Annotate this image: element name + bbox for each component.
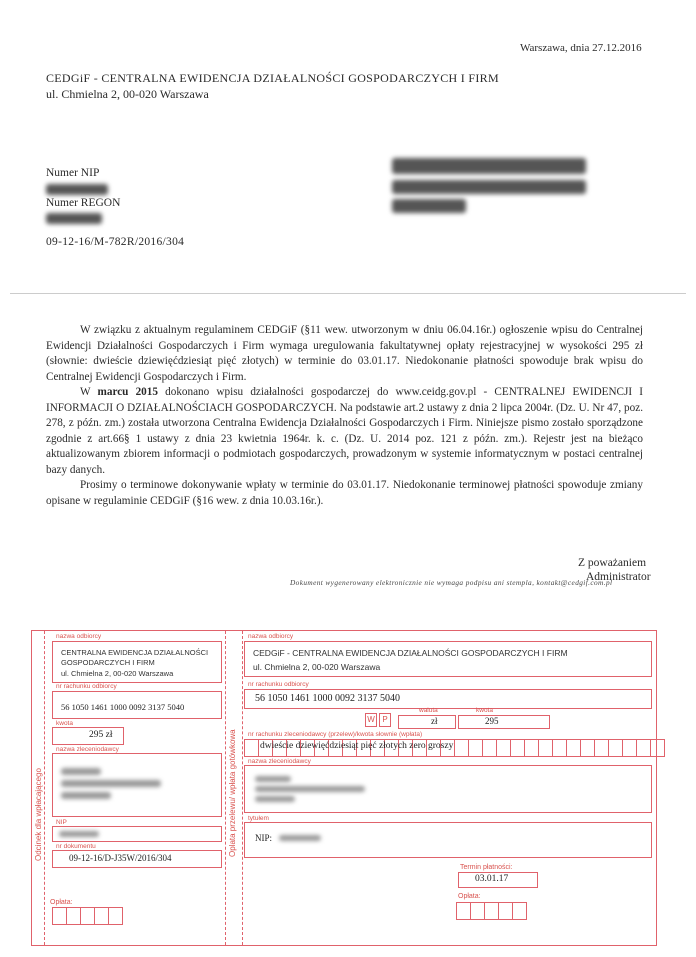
redacted-address-1 bbox=[392, 158, 586, 174]
redacted-nip-right bbox=[279, 835, 321, 841]
docnum-box bbox=[52, 850, 222, 868]
recipient-address-right: ul. Chmielna 2, 00-020 Warszawa bbox=[253, 662, 381, 672]
account-number-left: 56 1050 1461 1000 0092 3137 5040 bbox=[61, 702, 185, 712]
redacted-payer-r1 bbox=[255, 776, 291, 782]
currency-box bbox=[398, 715, 456, 729]
regon-label: Numer REGON bbox=[46, 197, 121, 209]
fold-line bbox=[10, 293, 686, 294]
paragraph-1: W związku z aktualnym regulaminem CEDGiF (§11 wew. utworzonym w dniu 06.04.16r.) ogłoszenie wpisu do Centralnej Ewidencji Działalności Gospodarczych i Firm wymaga uregulowania fakultatywnej opłaty rejestracyjnej w wysokości 295 zł (słownie: dwieście dziewięćdziesiąt pięć złotych) w terminie do 03.01.17. Niedokonanie płatności spowoduje brak wpisu do Centralnej Ewidencji Gospodarczych i Firm. bbox=[46, 324, 643, 383]
account-label-right: nr rachunku odbiorcy bbox=[248, 681, 309, 688]
generated-note: Dokument wygenerowany elektronicznie nie wymaga podpisu ani stempla, kontakt@cedgif.com.pl bbox=[290, 578, 613, 587]
due-date: 03.01.17 bbox=[475, 874, 509, 884]
account-number-right: 56 1050 1461 1000 0092 3137 5040 bbox=[255, 693, 400, 704]
vertical-label-middle: Oplata przelewu/ wpłata gotówkowa bbox=[228, 729, 237, 857]
amount-left: 295 zł bbox=[89, 730, 113, 740]
amount-right: 295 bbox=[485, 716, 499, 726]
redacted-payer-r3 bbox=[255, 796, 295, 802]
payer-box-left bbox=[52, 753, 222, 817]
nip-label-right: NIP: bbox=[255, 833, 273, 843]
amount-label-right: kwota bbox=[476, 707, 493, 714]
amount-words: dwieście dziewięćdziesiąt pięć złotych zero groszy bbox=[260, 741, 454, 751]
sender-name: CEDGiF - CENTRALNA EWIDENCJA DZIAŁALNOŚCI GOSPODARCZYCH I FIRM bbox=[46, 71, 499, 85]
redacted-regon bbox=[46, 213, 102, 224]
recipient-name-right: CEDGiF - CENTRALNA EWIDENCJA DZIAŁALNOŚCI GOSPODARCZYCH I FIRM bbox=[253, 648, 568, 658]
p-box[interactable]: P bbox=[379, 713, 391, 727]
currency: zł bbox=[431, 716, 438, 726]
fee-cells-right bbox=[456, 902, 527, 920]
amount-box-left bbox=[52, 727, 124, 745]
vertical-label-left: Odcinek dla wpłacającego bbox=[34, 768, 43, 861]
redacted-address-3 bbox=[392, 199, 466, 213]
due-box bbox=[458, 872, 538, 888]
title-box bbox=[244, 822, 652, 858]
form-divider-left bbox=[44, 631, 45, 945]
recipient-name-left: CENTRALNA EWIDENCJA DZIAŁALNOŚCI GOSPODARCZYCH I FIRM bbox=[61, 648, 209, 667]
signature: Administrator bbox=[586, 571, 651, 583]
nip-label: Numer NIP bbox=[46, 167, 100, 179]
form-divider-middle bbox=[225, 631, 226, 945]
redacted-nip bbox=[46, 184, 108, 195]
fee-label-right: Opłata: bbox=[458, 893, 481, 900]
redacted-address-2 bbox=[392, 180, 586, 194]
currency-label: waluta bbox=[419, 707, 438, 714]
redacted-payer-3 bbox=[61, 792, 111, 799]
reference-number: 09-12-16/M-782R/2016/304 bbox=[46, 236, 185, 248]
title-label: tytułem bbox=[248, 815, 269, 822]
fee-cells-left bbox=[52, 907, 123, 925]
account-box-right bbox=[244, 689, 652, 709]
letter-date: Warszawa, dnia 27.12.2016 bbox=[520, 42, 642, 54]
form-divider-right bbox=[242, 631, 243, 945]
paragraph-3: Prosimy o terminowe dokonywanie wpłaty w terminie do 03.01.17. Niedokonanie terminowej płatności spowoduje zmiany opisane w regulaminie CEDGiF (§16 wew. z dnia 10.03.16r.). bbox=[46, 479, 643, 507]
recipient-box-left bbox=[52, 641, 222, 683]
recipient-label-right: nazwa odbiorcy bbox=[248, 633, 294, 640]
redacted-payer-1 bbox=[61, 768, 101, 775]
payer-label-left: nazwa zleceniodawcy bbox=[56, 746, 119, 753]
nip-label-left: NIP bbox=[56, 819, 67, 826]
account-label-left: nr rachunku odbiorcy bbox=[56, 683, 117, 690]
docnum: 09-12-16/D-J35W/2016/304 bbox=[69, 853, 172, 863]
nip-box-left bbox=[52, 826, 222, 842]
w-box[interactable]: W bbox=[365, 713, 377, 727]
docnum-label: nr dokumentu bbox=[56, 843, 96, 850]
wp-boxes bbox=[365, 713, 391, 727]
amount-words-label: nr rachunku zleceniodawcy (przelew)/kwota słownie (wpłata) bbox=[248, 731, 423, 738]
letter-body bbox=[46, 323, 643, 509]
due-label: Termin płatności: bbox=[460, 864, 513, 871]
closing: Z poważaniem bbox=[578, 557, 647, 569]
recipient-address-left: ul. Chmielna 2, 00-020 Warszawa bbox=[61, 669, 174, 678]
fee-label-left: Opłata: bbox=[50, 899, 73, 906]
paragraph-2: W marcu 2015 dokonano wpisu działalności gospodarczej do www.ceidg.gov.pl - CENTRALNEJ EWIDENCJI I INFORMACJI O DZIAŁALNOŚCIACH GOSPODARCZYCH. Na podstawie art.2 ustawy z dnia 2 lipca 2004r. (Dz. U. Nr 47, poz. 278, z późn. zm.) została utworzona Centralna Ewidencja Działalności Gospodarczych i Firm. Niniejsze pismo zostało sporządzone zgodnie z art.66§ 1 ustawy z dnia 23 kwietnia 1964r. k. c. (Dz. U. 2014 poz. 121 z późn. zm.). Rejestr jest na bieżąco aktualizowanym zbiorem informacji o podmiotach gospodarczych, prowadzonym w systemie informatycznym w postaci centralnej bazy danych. bbox=[46, 386, 643, 476]
redacted-payer-2 bbox=[61, 780, 161, 787]
sender-address: ul. Chmielna 2, 00-020 Warszawa bbox=[46, 87, 209, 101]
account-box-left bbox=[52, 691, 222, 719]
redacted-nip-left bbox=[59, 831, 99, 837]
recipient-box-right bbox=[244, 641, 652, 677]
redacted-payer-r2 bbox=[255, 786, 365, 792]
recipient-label-left: nazwa odbiorcy bbox=[56, 633, 102, 640]
payer-box-right bbox=[244, 765, 652, 813]
payer-label-right: nazwa zleceniodawcy bbox=[248, 758, 311, 765]
amount-box-right bbox=[458, 715, 550, 729]
amount-label-left: kwota bbox=[56, 720, 73, 727]
transfer-form bbox=[31, 630, 657, 946]
